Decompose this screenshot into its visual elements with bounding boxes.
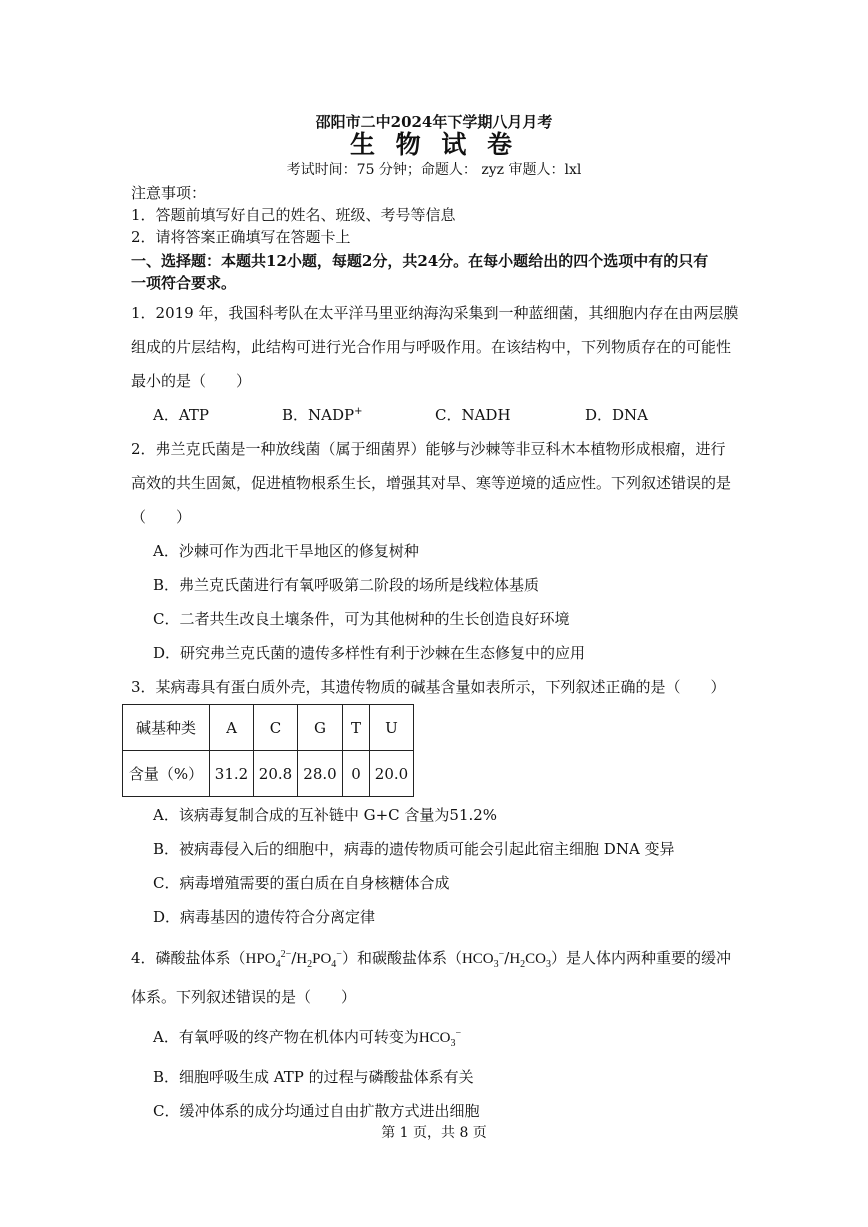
q1-stem-line: 最小的是（ ） [131, 372, 252, 390]
formula-sub: 3 [546, 959, 552, 970]
q3-option-b: B．被病毒侵入后的细胞中，病毒的遗传物质可能会引起此宿主细胞 DNA 变异 [153, 840, 675, 858]
school-exam-line: 邵阳市二中2024年下学期八月月考 [315, 113, 553, 131]
table-cell: 28.0 [298, 751, 343, 797]
base-content-table [122, 704, 414, 797]
formula-sup: − [455, 1028, 462, 1039]
q2-option-d: D．研究弗兰克氏菌的遗传多样性有利于沙棘在生态修复中的应用 [153, 644, 586, 662]
table-cell: A [210, 705, 254, 751]
table-cell: 31.2 [210, 751, 254, 797]
formula-sub: 4 [275, 959, 281, 970]
q4-text: ）是人体内两种重要的缓冲 [551, 949, 732, 967]
section-heading: 一、选择题：本题共12小题，每题2分，共24分。在每小题给出的四个选项中有的只有 [131, 252, 709, 270]
section-heading-cont: 一项符合要求。 [131, 274, 237, 292]
q3-stem: 3．某病毒具有蛋白质外壳，其遗传物质的碱基含量如表所示，下列叙述正确的是（ ） [131, 678, 726, 696]
slash: / [291, 949, 297, 967]
formula-hpo4 [245, 949, 292, 970]
q1-option-d: D．DNA [585, 406, 649, 424]
formula-text: HCO [461, 951, 494, 967]
formula-sup: − [498, 949, 505, 960]
formula-sub: 2 [520, 959, 526, 970]
q2-option-a: A．沙棘可作为西北干旱地区的修复树种 [153, 542, 419, 560]
note-item: 2．请将答案正确填写在答题卡上 [131, 228, 351, 246]
formula-sup: − [336, 949, 342, 960]
q1-stem-line: 1．2019 年，我国科考队在太平洋马里亚纳海沟采集到一种蓝细菌，其细胞内存在由两层膜 [131, 304, 739, 322]
q2-stem-line: 2．弗兰克氏菌是一种放线菌（属于细菌界）能够与沙棘等非豆科木本植物形成根瘤，进行 [131, 440, 726, 458]
formula-sub: 2 [307, 959, 313, 970]
formula-sub: 3 [450, 1038, 456, 1049]
slash: / [504, 949, 510, 967]
formula-hco3 [461, 949, 505, 970]
q2-option-c: C．二者共生改良土壤条件，可为其他树种的生长创造良好环境 [153, 610, 570, 628]
formula-text: PO [312, 951, 332, 967]
q1-option-b [282, 405, 363, 425]
formula-sub: 4 [331, 959, 337, 970]
formula-text: H [509, 951, 521, 967]
table-cell: 0 [343, 751, 370, 797]
q4-text: ）和碳酸盐体系（ [341, 949, 462, 967]
formula-sub: 3 [493, 959, 499, 970]
table-row [123, 751, 414, 797]
table-cell: 含量（%） [123, 751, 210, 797]
table-cell: 20.8 [254, 751, 298, 797]
table-cell: 20.0 [370, 751, 414, 797]
q4-option-b: B．细胞呼吸生成 ATP 的过程与磷酸盐体系有关 [153, 1068, 474, 1086]
note-item: 1．答题前填写好自己的姓名、班级、考号等信息 [131, 206, 456, 224]
table-cell: G [298, 705, 343, 751]
formula-h2po4 [296, 949, 342, 970]
q4-option-a-text: A．有氧呼吸的终产物在机体内可转变为 [153, 1028, 419, 1046]
page-footer: 第 1 页，共 8 页 [381, 1125, 487, 1141]
q4-option-c: C．缓冲体系的成分均通过自由扩散方式进出细胞 [153, 1102, 480, 1120]
formula-sup: 2− [280, 949, 292, 960]
table-cell: T [343, 705, 370, 751]
formula-text: HCO [418, 1030, 451, 1046]
q3-option-c: C．病毒增殖需要的蛋白质在自身核糖体合成 [153, 874, 450, 892]
q3-option-a: A．该病毒复制合成的互补链中 G+C 含量为51.2% [153, 806, 498, 824]
page-title: 生 物 试 卷 [349, 130, 519, 159]
q4-text: 4．磷酸盐体系（ [131, 949, 246, 967]
q2-stem-line: （ ） [131, 508, 192, 526]
q4-stem-line: 体系。下列叙述错误的是（ ） [131, 988, 357, 1006]
q3-option-d: D．病毒基因的遗传符合分离定律 [153, 908, 376, 926]
formula-h2co3 [509, 951, 552, 970]
formula-text: HPO [245, 951, 276, 967]
q4-stem-line [131, 948, 731, 969]
table-header-row [123, 705, 414, 751]
q1-option-c: C．NADH [435, 406, 511, 424]
formula-hco3 [418, 1028, 462, 1049]
q2-stem-line: 高效的共生固氮，促进植物根系生长，增强其对旱、寒等逆境的适应性。下列叙述错误的是 [131, 474, 732, 492]
q1-stem-line: 组成的片层结构，此结构可进行光合作用与呼吸作用。在该结构中，下列物质存在的可能性 [131, 338, 732, 356]
q2-option-b: B．弗兰克氏菌进行有氧呼吸第二阶段的场所是线粒体基质 [153, 576, 540, 594]
q1-option-b-text: B．NADP [282, 406, 355, 424]
q1-option-b-charge: + [354, 406, 363, 417]
table-cell: 碱基种类 [123, 705, 210, 751]
q4-option-a [153, 1027, 461, 1048]
notes-heading: 注意事项： [131, 184, 207, 202]
formula-text: CO [525, 951, 547, 967]
table-cell: C [254, 705, 298, 751]
formula-text: H [296, 951, 308, 967]
q1-option-a: A．ATP [153, 406, 209, 424]
exam-meta: 考试时间：75 分钟；命题人： zyz 审题人：lxl [286, 162, 582, 178]
table-cell: U [370, 705, 414, 751]
